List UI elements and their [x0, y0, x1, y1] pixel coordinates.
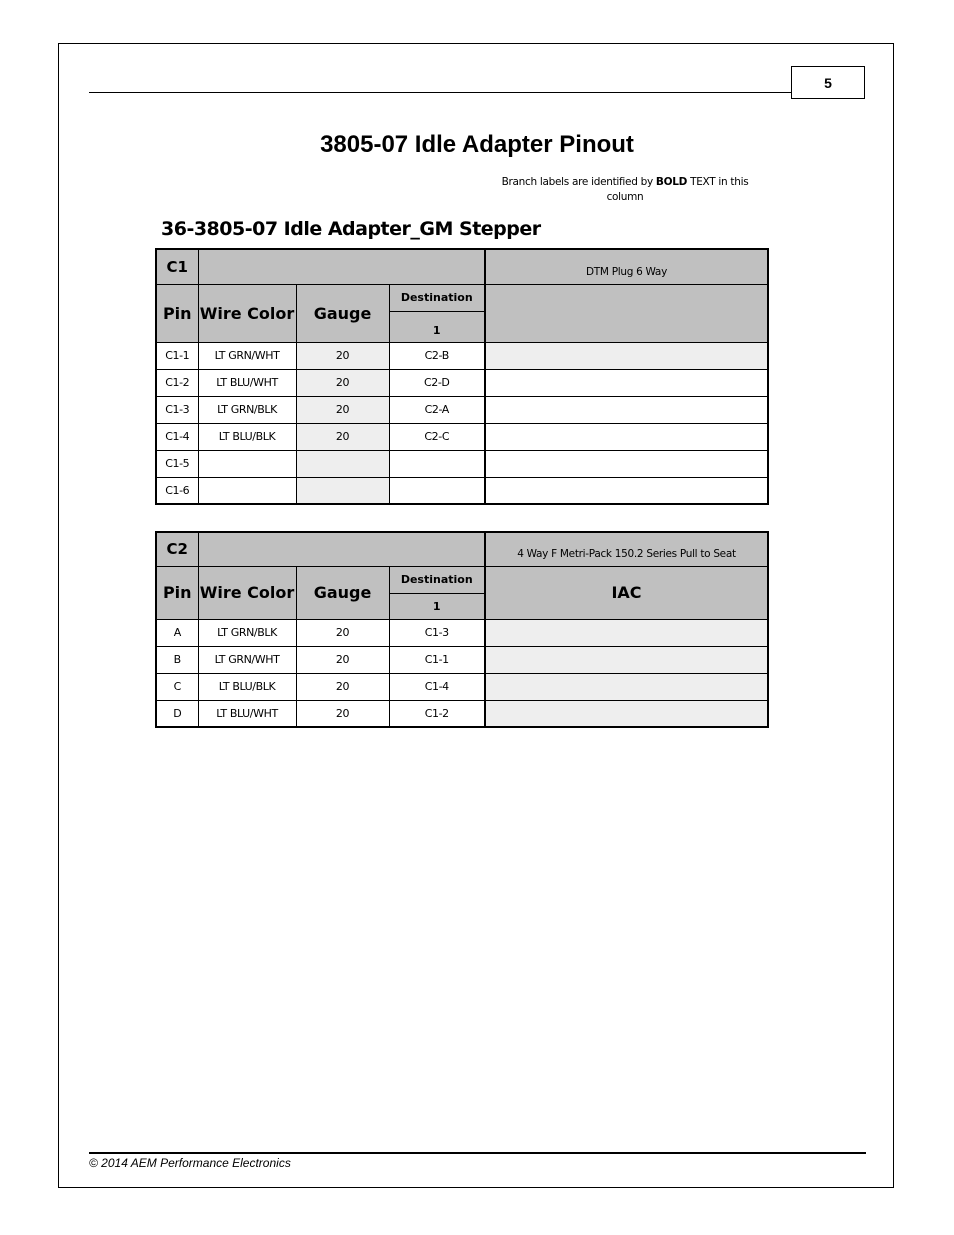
destination-cell [389, 450, 485, 477]
note-prefix: Branch labels are identified by [501, 176, 656, 188]
branch-cell [485, 646, 768, 673]
destination-cell: C2-A [389, 396, 485, 423]
c2-description: 4 Way F Metri-Pack 150.2 Series Pull to Seat [485, 532, 768, 566]
destination-cell: C2-B [389, 342, 485, 369]
c1-connector-name: C1 [156, 249, 198, 284]
wire-color-cell: LT BLU/WHT [198, 369, 296, 396]
gauge-cell: 20 [296, 342, 389, 369]
footer-copyright: © 2014 AEM Performance Electronics [89, 1156, 291, 1170]
pin-cell: C1-5 [156, 450, 198, 477]
c2-wire-color-header: Wire Color [198, 566, 296, 619]
wire-color-cell: LT GRN/BLK [198, 396, 296, 423]
branch-cell [485, 450, 768, 477]
c1-header-spacer [198, 249, 485, 284]
table-row [156, 700, 768, 727]
wire-color-cell: LT GRN/BLK [198, 619, 296, 646]
destination-cell: C2-D [389, 369, 485, 396]
wire-color-cell: LT BLU/WHT [198, 700, 296, 727]
destination-cell [389, 477, 485, 504]
branch-cell [485, 619, 768, 646]
branch-cell [485, 369, 768, 396]
table-row [156, 673, 768, 700]
c1-pin-header: Pin [156, 284, 198, 342]
gauge-cell: 20 [296, 619, 389, 646]
pin-cell: D [156, 700, 198, 727]
pin-cell: C1-4 [156, 423, 198, 450]
c1-wire-color-header: Wire Color [198, 284, 296, 342]
table-row [156, 369, 768, 396]
c1-destination-number: 1 [389, 311, 485, 342]
c2-destination-header: Destination [389, 566, 485, 593]
table-row [156, 450, 768, 477]
destination-cell: C1-4 [389, 673, 485, 700]
page-number: 5 [791, 66, 865, 99]
gauge-cell: 20 [296, 423, 389, 450]
gauge-cell [296, 477, 389, 504]
c1-branch-label [485, 284, 768, 342]
table-row [156, 646, 768, 673]
header-rule [89, 92, 791, 93]
table-row [156, 477, 768, 504]
wire-color-cell: LT BLU/BLK [198, 423, 296, 450]
branch-cell [485, 673, 768, 700]
pin-cell: C1-1 [156, 342, 198, 369]
c1-destination-header: Destination [389, 284, 485, 311]
branch-label-note [490, 175, 760, 205]
branch-cell [485, 342, 768, 369]
destination-cell: C1-3 [389, 619, 485, 646]
pin-cell: C1-6 [156, 477, 198, 504]
wire-color-cell: LT BLU/BLK [198, 673, 296, 700]
c1-gauge-header: Gauge [296, 284, 389, 342]
wire-color-cell: LT GRN/WHT [198, 342, 296, 369]
gauge-cell: 20 [296, 673, 389, 700]
gauge-cell: 20 [296, 646, 389, 673]
pin-cell: A [156, 619, 198, 646]
c2-branch-label: IAC [485, 566, 768, 619]
pin-cell: C1-2 [156, 369, 198, 396]
pin-cell: C1-3 [156, 396, 198, 423]
note-suffix: TEXT in this column [606, 176, 749, 203]
gauge-cell: 20 [296, 396, 389, 423]
wire-color-cell: LT GRN/WHT [198, 646, 296, 673]
c2-table [155, 531, 769, 728]
section-title: 36-3805-07 Idle Adapter_GM Stepper [161, 218, 541, 240]
branch-cell [485, 700, 768, 727]
wire-color-cell [198, 477, 296, 504]
branch-cell [485, 477, 768, 504]
c1-table [155, 248, 769, 505]
footer-rule [89, 1152, 866, 1154]
destination-cell: C1-2 [389, 700, 485, 727]
c2-gauge-header: Gauge [296, 566, 389, 619]
table-row [156, 342, 768, 369]
note-bold: BOLD [655, 176, 688, 188]
table-row [156, 396, 768, 423]
pin-cell: C [156, 673, 198, 700]
destination-cell: C2-C [389, 423, 485, 450]
wire-color-cell [198, 450, 296, 477]
gauge-cell [296, 450, 389, 477]
gauge-cell: 20 [296, 369, 389, 396]
pin-cell: B [156, 646, 198, 673]
c2-header-spacer [198, 532, 485, 566]
c1-description: DTM Plug 6 Way [485, 249, 768, 284]
gauge-cell: 20 [296, 700, 389, 727]
destination-cell: C1-1 [389, 646, 485, 673]
page-title: 3805-07 Idle Adapter Pinout [320, 131, 634, 158]
branch-cell [485, 423, 768, 450]
c2-connector-name: C2 [156, 532, 198, 566]
c2-destination-number: 1 [389, 593, 485, 619]
branch-cell [485, 396, 768, 423]
table-row [156, 619, 768, 646]
c2-pin-header: Pin [156, 566, 198, 619]
table-row [156, 423, 768, 450]
